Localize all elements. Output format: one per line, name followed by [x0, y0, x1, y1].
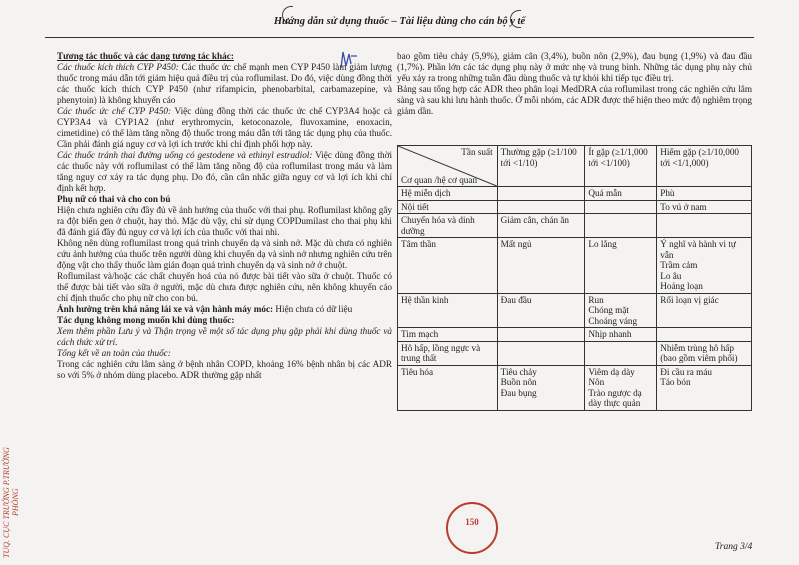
header-rare: Hiếm gặp (≥1/10,000 tới <1/1,000) [657, 146, 752, 187]
table-row [398, 187, 752, 201]
cell-rare: Đi cầu ra máu Táo bón [657, 365, 752, 410]
table-row [398, 341, 752, 365]
cell-common: Giảm cân, chán ăn [497, 214, 585, 238]
cell-rare: Ý nghĩ và hành vi tự vẫn Trầm cảm Lo âu Hoảng loạn [657, 238, 752, 294]
cell-uncommon [585, 214, 657, 238]
paragraph-see-also: Xem thêm phần Lưu ý và Thận trọng về một số tác dụng phụ gặp phải khi dùng thuốc và cách thức xử trí. [57, 326, 392, 347]
stamp-number: 150 [465, 517, 479, 527]
cell-common [497, 341, 585, 365]
side-seal-text: TUQ. CỤC TRƯỞNG P.TRƯỞNG PHÒNG [2, 447, 20, 558]
header-frequency-label: Tần suất [461, 147, 493, 157]
cell-uncommon [585, 200, 657, 214]
table-row [398, 200, 752, 214]
cell-rare: Rối loạn vị giác [657, 293, 752, 328]
left-column [57, 51, 392, 381]
cell-rare: Phù [657, 187, 752, 201]
header-organ-label: Cơ quan /hệ cơ quan [401, 174, 478, 185]
cell-organ: Tim mạch [398, 328, 498, 342]
page-header: Hướng dẫn sử dụng thuốc – Tài liệu dùng cho cán bộ y tế [273, 16, 526, 27]
header-cell-freq-organ [398, 146, 498, 187]
adr-table-body [398, 187, 752, 411]
cell-uncommon: Run Chóng mặt Choáng váng [585, 293, 657, 328]
section-pregnancy-title: Phụ nữ có thai và cho con bú [57, 194, 171, 204]
cell-uncommon: Lo lắng [585, 238, 657, 294]
table-row [398, 214, 752, 238]
table-row [398, 328, 752, 342]
right-column [397, 51, 752, 117]
cell-organ: Hệ miễn dịch [398, 187, 498, 201]
cell-organ: Tâm thần [398, 238, 498, 294]
cell-organ: Tiêu hóa [398, 365, 498, 410]
header-common: Thường gặp (≥1/100 tới <1/10) [497, 146, 585, 187]
stamp-ring [446, 502, 498, 554]
cell-uncommon [585, 341, 657, 365]
table-row [398, 365, 752, 410]
cell-uncommon: Viêm dạ dày Nôn Trào ngược dạ dày thực quản [585, 365, 657, 410]
paragraph-contraceptives: Các thuốc tránh thai đường uống có gestodene và ethinyl estradiol: Việc dùng đồng thời các thuốc này với roflumilast có thể làm tăng nồng độ của roflumilast trong máu và làm tăng nguy cơ xảy ra tác dụng phụ. Do đó, cần cân nhắc giữa nguy cơ và lợi ích khi chỉ định kết hợp. [57, 150, 393, 193]
paragraph-cyp-inhibitors: Các thuốc ức chế CYP P450: Việc dùng đồng thời các thuốc ức chế CYP3A4 hoặc cả CYP3A4 và CYP1A2 (như erythromycin, ketoconazole, fluvoxamine, enoxacin, cimetidine) có thể làm tăng nồng độ thuốc trong máu dẫn tới tăng tác dụng phụ của thuốc. Cần phải đánh giá nguy cơ và lợi ích trước khi chỉ định phối hợp này. [57, 106, 393, 149]
cell-common [497, 328, 585, 342]
paragraph-pregnancy-2: Không nên dùng roflumilast trong quá trình chuyển dạ và sinh nở. Mặc dù chưa có nghiên cứu ảnh hưởng của thuốc trên người dùng khi chuyển dạ và sinh nở nhưng nghiên cứu trên động vật cho thấy thuốc làm gián đoạn quá trình chuyển dạ và sinh nở ở chuột. [57, 238, 392, 270]
table-header-row [398, 146, 752, 187]
cell-rare [657, 214, 752, 238]
paragraph-safety-summary-title: Tổng kết về an toàn của thuốc: [57, 348, 171, 358]
table-row [398, 238, 752, 294]
header-uncommon: Ít gặp (≥1/1,000 tới <1/100) [585, 146, 657, 187]
paragraph-adr-table-intro: Bảng sau tổng hợp các ADR theo phân loại MedDRA của roflumilast trong các nghiên cứu lâm sàng và sau khi lưu hành thuốc. Ở mỗi nhóm, các ADR được thể hiện theo mức độ nghiêm trọng giảm dần. [397, 84, 752, 116]
cell-common: Đau đầu [497, 293, 585, 328]
cell-common: Mất ngủ [497, 238, 585, 294]
paragraph-safety-summary: Trong các nghiên cứu lâm sàng ở bệnh nhân COPD, khoảng 16% bệnh nhân bị các ADR so với 5% ở nhóm dùng placebo. ADR thường gặp nhất [57, 359, 392, 380]
cell-rare [657, 328, 752, 342]
cell-uncommon: Quá mẫn [585, 187, 657, 201]
cell-rare: Nhiễm trùng hô hấp (bao gồm viêm phổi) [657, 341, 752, 365]
header-divider [45, 37, 754, 38]
paragraph-driving: Ảnh hưởng trên khả năng lái xe và vận hành máy móc: Hiện chưa có dữ liệu [57, 304, 353, 314]
paragraph-pregnancy-1: Hiện chưa nghiên cứu đầy đủ về ảnh hưởng của thuốc với thai phụ. Roflumilast không gây ra đột biến gen ở chuột, hay thỏ. Mặc dù vậy, chỉ sử dụng COPDumilast cho thai phụ khi đã đánh giá đầy đủ nguy cơ và lợi ích của thuốc với thai nhi. [57, 205, 392, 237]
cell-organ: Hô hấp, lồng ngực và trung thất [398, 341, 498, 365]
cell-common [497, 200, 585, 214]
section-adverse-title: Tác dụng không mong muốn khi dùng thuốc: [57, 315, 235, 325]
cell-rare: To vú ở nam [657, 200, 752, 214]
cell-uncommon: Nhịp nhanh [585, 328, 657, 342]
cell-organ: Hệ thần kinh [398, 293, 498, 328]
table-row [398, 293, 752, 328]
page-number: Trang 3/4 [715, 542, 753, 552]
section-interactions-title: Tương tác thuốc và các dạng tương tác khác: [57, 51, 234, 61]
paragraph-pregnancy-3: Roflumilast và/hoặc các chất chuyển hoá của nó được bài tiết vào sữa ở chuột. Thuốc có thể được bài tiết vào sữa ở người, mặc dù chưa được nghiên cứu, nên không khuyến cáo chỉ định thuốc cho phụ nữ cho con bú. [57, 271, 392, 303]
cell-organ: Chuyển hóa và dinh dưỡng [398, 214, 498, 238]
cell-organ: Nội tiết [398, 200, 498, 214]
cell-common [497, 187, 585, 201]
red-stamp [418, 500, 530, 550]
adr-table [397, 145, 752, 411]
paragraph-adr-common: bao gồm tiêu chảy (5,9%), giảm cân (3,4%), buồn nôn (2,9%), đau bụng (1,9%) và đau đầu (1,7%). Phần lớn các tác dụng phụ này ở mức nhẹ và trung bình. Những tác dụng phụ này chủ yếu xảy ra trong những tuần đầu dùng thuốc và tự khỏi khi tiếp tục điều trị. [397, 51, 752, 83]
cell-common: Tiêu chảy Buồn nôn Đau bụng [497, 365, 585, 410]
paragraph-cyp-inducers: Các thuốc kích thích CYP P450: Các thuốc ức chế mạnh men CYP P450 làm giảm lượng thuốc trong máu dẫn tới giảm hiệu quả điều trị của roflumilast. Do đó, việc dùng đồng thời các thuốc kích thích CYP P450 (như rifampicin, phenobarbital, carbamazepine, và phenytoin) là không khuyến cáo [57, 62, 392, 105]
